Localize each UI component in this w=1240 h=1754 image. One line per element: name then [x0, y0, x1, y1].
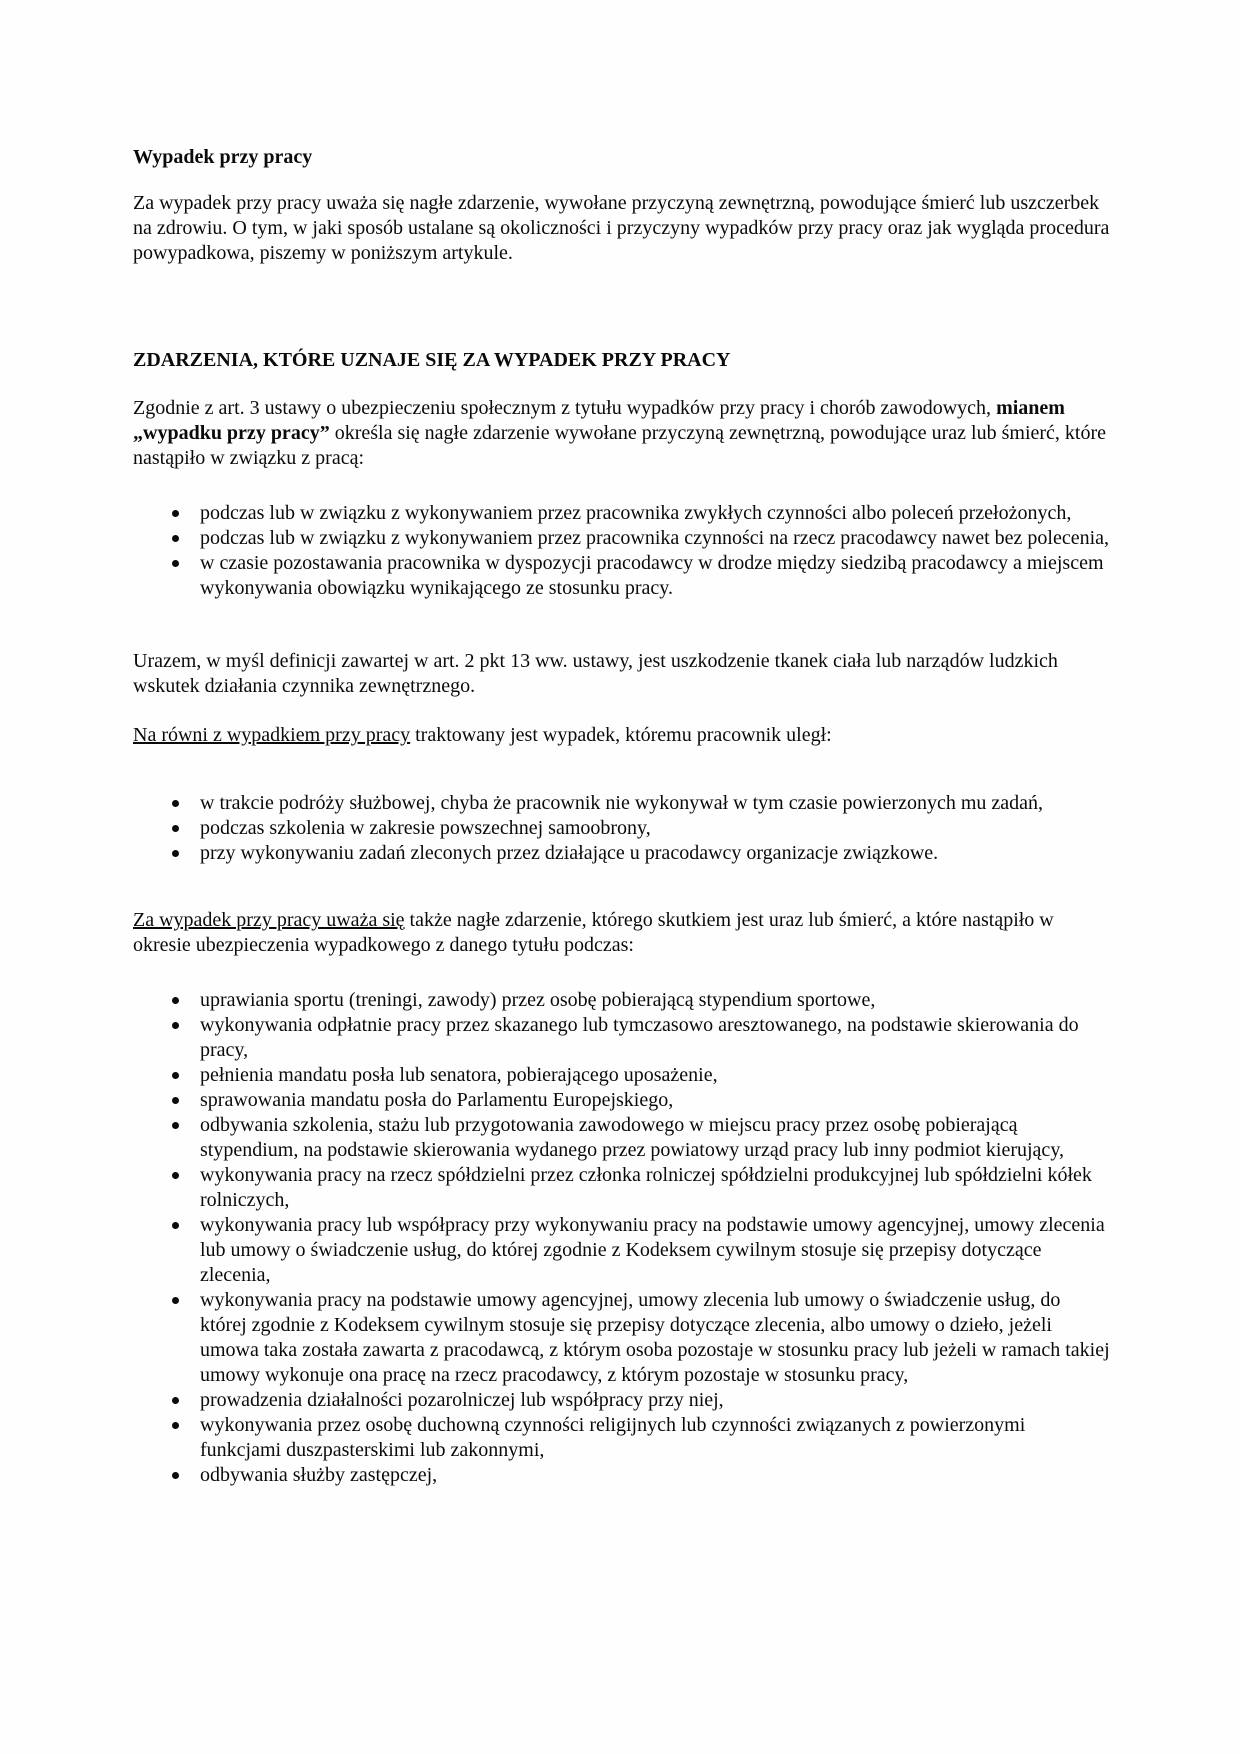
- equal-treatment-paragraph: [133, 723, 1110, 748]
- list-item: w trakcie podróży służbowej, chyba że pracownik nie wykonywał w tym czasie powierzonych mu zadań,: [133, 791, 1110, 816]
- insurance-period-underlined-phrase: Za wypadek przy pracy uważa się: [133, 909, 405, 931]
- section-heading: ZDARZENIA, KTÓRE UZNAJE SIĘ ZA WYPADEK PRZY PRACY: [133, 349, 731, 371]
- list-item: wykonywania pracy lub współpracy przy wykonywaniu pracy na podstawie umowy agencyjnej, umowy zlecenia lub umowy o świadczenie usług, do której zgodnie z Kodeksem cywilnym stosuje się przepisy dotyczące zlecenia,: [133, 1213, 1110, 1288]
- definition-paragraph: [133, 396, 1110, 471]
- definition-tail-text: określa się nagłe zdarzenie wywołane przyczyną zewnętrzną, powodujące uraz lub śmierć, które nastąpiło w związku z pracą:: [133, 422, 1107, 469]
- work-related-list: [133, 501, 1110, 601]
- list-item: sprawowania mandatu posła do Parlamentu Europejskiego,: [133, 1088, 1110, 1113]
- list-item: wykonywania pracy na podstawie umowy agencyjnej, umowy zlecenia lub umowy o świadczenie usług, do której zgodnie z Kodeksem cywilnym stosuje się przepisy dotyczące zlecenia, albo umowy o dzieło, jeżeli umowa taka została zawarta z pracodawcą, z którym osoba pozostaje w stosunku pracy lub jeżeli w ramach takiej umowy wykonuje ona pracę na rzecz pracodawcy, z którym pozostaje w stosunku pracy,: [133, 1288, 1110, 1388]
- list-item: podczas szkolenia w zakresie powszechnej samoobrony,: [133, 816, 1110, 841]
- list-item: podczas lub w związku z wykonywaniem przez pracownika czynności na rzecz pracodawcy nawet bez polecenia,: [133, 526, 1110, 551]
- insurance-period-rest-text: także nagłe zdarzenie, którego skutkiem jest uraz lub śmierć, a które nastąpiło w okresie ubezpieczenia wypadkowego z danego tytułu podczas:: [133, 909, 1054, 956]
- list-item: odbywania szkolenia, stażu lub przygotowania zawodowego w miejscu pracy przez osobę pobierającą stypendium, na podstawie skierowania wydanego przez powiatowy urząd pracy lub inny podmiot kierujący,: [133, 1113, 1110, 1163]
- list-item: wykonywania odpłatnie pracy przez skazanego lub tymczasowo aresztowanego, na podstawie skierowania do pracy,: [133, 1013, 1110, 1063]
- list-item: przy wykonywaniu zadań zleconych przez działające u pracodawcy organizacje związkowe.: [133, 841, 1110, 866]
- list-item: uprawiania sportu (treningi, zawody) przez osobę pobierającą stypendium sportowe,: [133, 988, 1110, 1013]
- equal-treatment-rest-text: traktowany jest wypadek, któremu pracownik uległ:: [410, 724, 832, 746]
- list-item: w czasie pozostawania pracownika w dyspozycji pracodawcy w drodze między siedzibą pracodawcy a miejscem wykonywania obowiązku wynikającego ze stosunku pracy.: [133, 551, 1110, 601]
- intro-paragraph: Za wypadek przy pracy uważa się nagłe zdarzenie, wywołane przyczyną zewnętrzną, powodujące śmierć lub uszczerbek na zdrowiu. O tym, w jaki sposób ustalane są okoliczności i przyczyny wypadków przy pracy oraz jak wygląda procedura powypadkowa, piszemy w poniższym artykule.: [133, 192, 1110, 264]
- list-item: wykonywania pracy na rzecz spółdzielni przez członka rolniczej spółdzielni produkcyjnej lub spółdzielni kółek rolniczych,: [133, 1163, 1110, 1213]
- list-item: prowadzenia działalności pozarolniczej lub współpracy przy niej,: [133, 1388, 1110, 1413]
- list-item: podczas lub w związku z wykonywaniem przez pracownika zwykłych czynności albo poleceń przełożonych,: [133, 501, 1110, 526]
- equal-treatment-list: [133, 791, 1110, 866]
- list-item: odbywania służby zastępczej,: [133, 1463, 1110, 1488]
- equal-treatment-underlined-phrase: Na równi z wypadkiem przy pracy: [133, 724, 411, 746]
- definition-lead-text: Zgodnie z art. 3 ustawy o ubezpieczeniu społecznym z tytułu wypadków przy pracy i chorób zawodowych,: [133, 397, 997, 419]
- insurance-period-list: [133, 988, 1110, 1488]
- list-item: wykonywania przez osobę duchowną czynności religijnych lub czynności związanych z powierzonymi funkcjami duszpasterskimi lub zakonnymi,: [133, 1413, 1110, 1463]
- document-title: Wypadek przy pracy: [133, 146, 313, 168]
- insurance-period-paragraph: [133, 908, 1110, 958]
- injury-definition-paragraph: Urazem, w myśl definicji zawartej w art. 2 pkt 13 ww. ustawy, jest uszkodzenie tkanek ciała lub narządów ludzkich wskutek działania czynnika zewnętrznego.: [133, 650, 1058, 697]
- definition-bold-term: mianem „wypadku przy pracy”: [133, 397, 1065, 444]
- list-item: pełnienia mandatu posła lub senatora, pobierającego uposażenie,: [133, 1063, 1110, 1088]
